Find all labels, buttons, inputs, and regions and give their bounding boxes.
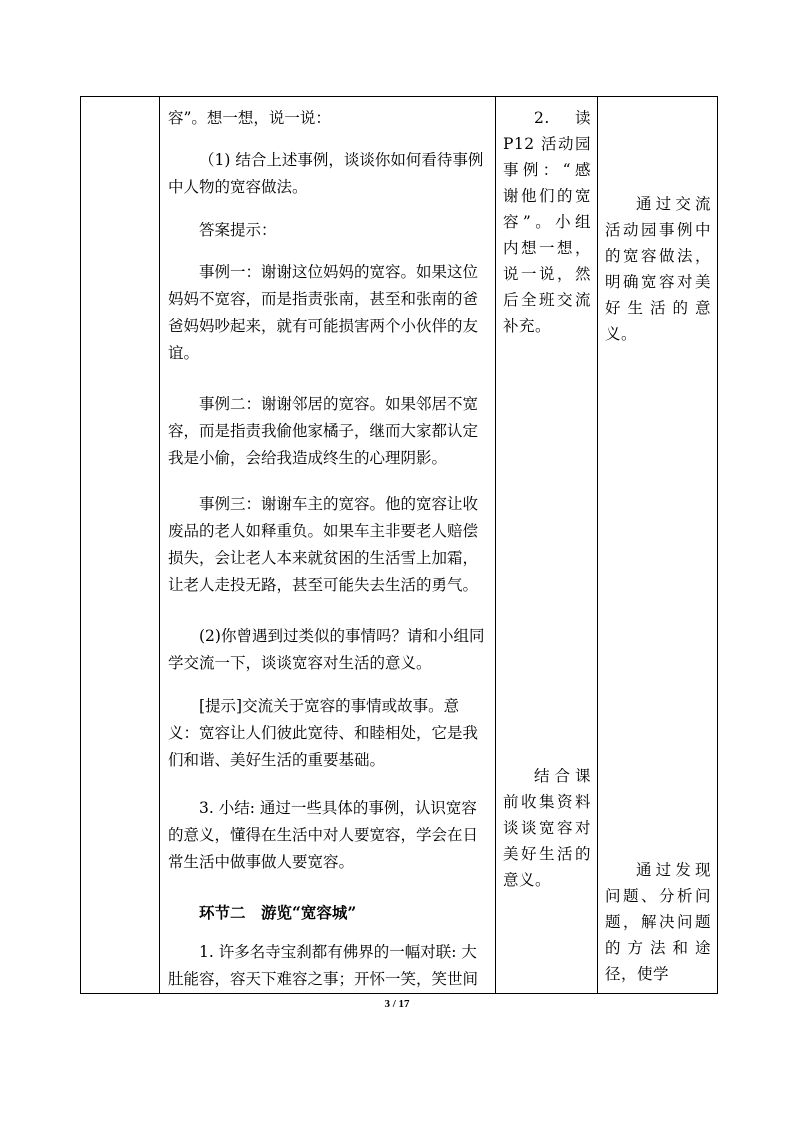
student-collect: 结合课前收集资料谈谈宽容对美好生活的意义。	[503, 767, 591, 889]
teacher-activity-cell	[160, 97, 496, 994]
section-2-title: 环节二 游览“宽容城”	[199, 903, 357, 922]
question-1: （1) 结合上述事例，谈谈你如何看待事例中人物的宽容做法。	[168, 151, 484, 196]
answer-hint-label: 答案提示：	[199, 221, 277, 239]
page-number: 3 / 17	[384, 998, 410, 1010]
lesson-plan-table	[80, 96, 718, 994]
case-1: 事例一：谢谢这位妈妈的宽容。如果这位妈妈不宽容，而是指责张南，甚至和张南的爸爸妈妈吵起来，就有可能损害两个小伙伴的友谊。	[168, 263, 479, 362]
case-2: 事例二：谢谢邻居的宽容。如果邻居不宽容，而是指责我偷他家橘子，继而大家都认定我是小偷，会给我造成终生的心理阴影。	[168, 395, 479, 467]
continuation-text: 容”。想一想，说一说：	[168, 109, 331, 127]
summary: 3. 小结: 通过一些具体的事例，认识宽容的意义，懂得在生活中对人要宽容，学会在日常生活中做事做人要宽容。	[168, 799, 479, 871]
student-step-2: 2. 读P12 活动园事例：“感谢他们的宽容”。小组内想一想，说一说，然后全班交流补充。	[503, 109, 591, 335]
phase-cell	[81, 97, 160, 994]
case-3: 事例三：谢谢车主的宽容。他的宽容让收废品的老人如释重负。如果车主非要老人赔偿损失，会让老人本来就贫困的生活雪上加霜，让老人走投无路，甚至可能失去生活的勇气。	[168, 495, 479, 594]
item-1: 1. 许多名寺宝刹都有佛界的一幅对联: 大肚能容，容天下难容之事；开怀一笑，笑世间	[168, 943, 479, 988]
hint-2: [提示]交流关于宽容的事情或故事。意义：宽容让人们彼此宽待、和睦相处，它是我们和谐、美好生活的重要基础。	[168, 697, 479, 769]
intent-1: 通过交流活动园事例中的宽容做法，明确宽容对美好生活的意义。	[605, 195, 711, 343]
student-activity-cell	[496, 97, 598, 994]
design-intent-cell	[598, 97, 718, 994]
intent-2: 通过发现问题、分析问题，解决问题的方法和途径，使学	[605, 861, 711, 983]
question-2: (2)你曾遇到过类似的事情吗？请和小组同学交流一下，谈谈宽容对生活的意义。	[168, 627, 485, 672]
